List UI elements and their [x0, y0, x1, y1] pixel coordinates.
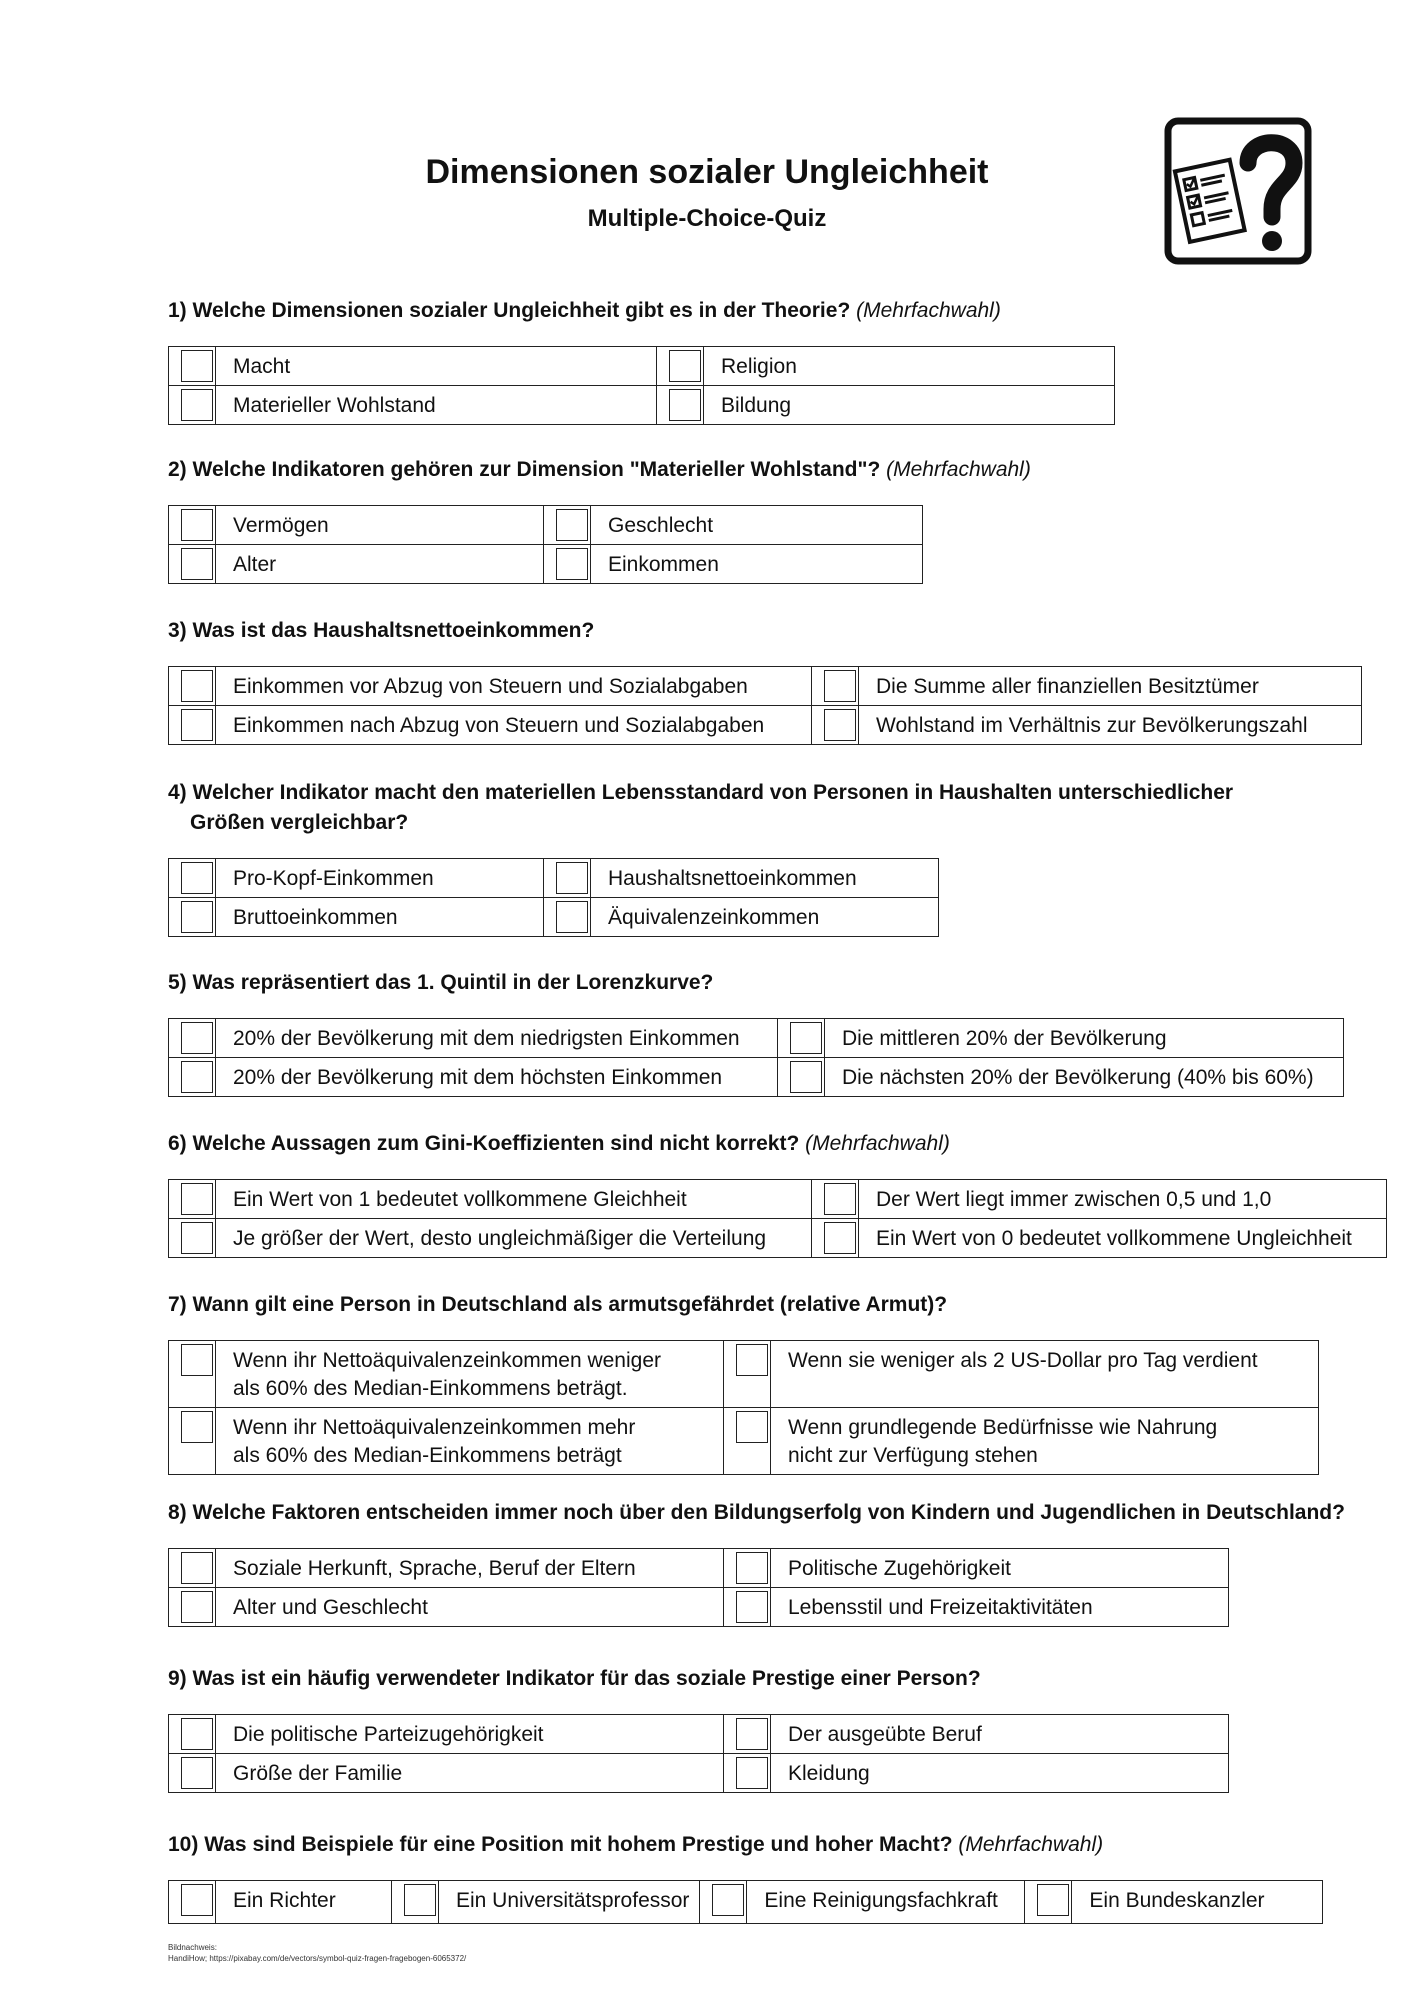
answer-option: Ein Richter: [216, 1881, 392, 1924]
answer-checkbox[interactable]: [824, 670, 856, 702]
question-10: [168, 1830, 1103, 1860]
answer-checkbox[interactable]: [712, 1884, 744, 1916]
question-text: Was repräsentiert das 1. Quintil in der Lorenzkurve?: [192, 971, 714, 994]
answer-checkbox[interactable]: [181, 1757, 213, 1789]
answer-checkbox[interactable]: [556, 509, 588, 541]
question-number: 10): [168, 1833, 199, 1856]
question-4: [168, 778, 1233, 838]
answer-option: Materieller Wohlstand: [216, 386, 657, 425]
answer-checkbox[interactable]: [181, 1183, 213, 1215]
answer-checkbox[interactable]: [790, 1022, 822, 1054]
answer-option: Lebensstil und Freizeitaktivitäten: [771, 1588, 1229, 1627]
answer-checkbox[interactable]: [181, 509, 213, 541]
image-credit: [168, 1942, 466, 1964]
answer-option: Ein Wert von 0 bedeutet vollkommene Ungleichheit: [859, 1219, 1387, 1258]
answer-checkbox[interactable]: [669, 350, 701, 382]
answer-option: Religion: [704, 347, 1115, 386]
question-number: 5): [168, 971, 187, 994]
question-text-continued: Größen vergleichbar?: [190, 811, 409, 834]
answer-option: Wenn grundlegende Bedürfnisse wie Nahrung nicht zur Verfügung stehen: [771, 1408, 1319, 1475]
credit-label: Bildnachweis:: [168, 1943, 217, 1952]
answer-option: Bruttoeinkommen: [216, 898, 544, 937]
question-5: [168, 968, 713, 998]
answer-checkbox[interactable]: [556, 862, 588, 894]
answer-option: Ein Bundeskanzler: [1072, 1881, 1323, 1924]
answer-option: Eine Reinigungsfachkraft: [747, 1881, 1025, 1924]
answer-option: Soziale Herkunft, Sprache, Beruf der Eltern: [216, 1549, 724, 1588]
answer-option: Einkommen: [591, 545, 923, 584]
answer-option: Je größer der Wert, desto ungleichmäßiger die Verteilung: [216, 1219, 812, 1258]
answer-checkbox[interactable]: [181, 1344, 213, 1376]
answer-option: Haushaltsnettoeinkommen: [591, 859, 939, 898]
question-hint: (Mehrfachwahl): [805, 1132, 950, 1155]
answer-table-1: [168, 346, 1115, 425]
question-1: [168, 296, 1001, 326]
answer-table-4: [168, 858, 939, 937]
answer-option: Alter und Geschlecht: [216, 1588, 724, 1627]
answer-checkbox[interactable]: [181, 1884, 213, 1916]
question-text: Welcher Indikator macht den materiellen Lebensstandard von Personen in Haushalten unterschiedlicher: [192, 781, 1234, 804]
answer-checkbox[interactable]: [181, 548, 213, 580]
answer-checkbox[interactable]: [181, 1411, 213, 1443]
answer-option: Einkommen vor Abzug von Steuern und Sozialabgaben: [216, 667, 812, 706]
answer-option: Die mittleren 20% der Bevölkerung: [825, 1019, 1344, 1058]
question-number: 2): [168, 458, 187, 481]
question-6: [168, 1129, 950, 1159]
question-text: Welche Indikatoren gehören zur Dimension "Materieller Wohlstand"?: [192, 458, 881, 481]
answer-option: Die politische Parteizugehörigkeit: [216, 1715, 724, 1754]
answer-checkbox[interactable]: [181, 389, 213, 421]
question-text: Welche Dimensionen sozialer Ungleichheit gibt es in der Theorie?: [192, 299, 851, 322]
answer-table-3: [168, 666, 1362, 745]
credit-text: HandiHow; https://pixabay.com/de/vectors/symbol-quiz-fragen-fragebogen-6065372/: [168, 1954, 467, 1963]
answer-option: Der Wert liegt immer zwischen 0,5 und 1,0: [859, 1180, 1387, 1219]
answer-option: Wenn ihr Nettoäquivalenzeinkommen weniger als 60% des Median-Einkommens beträgt.: [216, 1341, 724, 1408]
answer-option: 20% der Bevölkerung mit dem niedrigsten Einkommen: [216, 1019, 778, 1058]
question-3: [168, 616, 594, 646]
answer-option: Ein Wert von 1 bedeutet vollkommene Gleichheit: [216, 1180, 812, 1219]
answer-checkbox[interactable]: [181, 1591, 213, 1623]
answer-checkbox[interactable]: [736, 1591, 768, 1623]
answer-table-6: [168, 1179, 1387, 1258]
question-number: 9): [168, 1667, 187, 1690]
answer-checkbox[interactable]: [824, 1222, 856, 1254]
answer-checkbox[interactable]: [556, 548, 588, 580]
question-number: 3): [168, 619, 187, 642]
answer-option: Macht: [216, 347, 657, 386]
answer-option: Äquivalenzeinkommen: [591, 898, 939, 937]
answer-option: Pro-Kopf-Einkommen: [216, 859, 544, 898]
page-title: Dimensionen sozialer Ungleichheit: [425, 153, 989, 191]
answer-checkbox[interactable]: [181, 1022, 213, 1054]
answer-checkbox[interactable]: [556, 901, 588, 933]
answer-checkbox[interactable]: [824, 1183, 856, 1215]
answer-checkbox[interactable]: [181, 901, 213, 933]
answer-table-2: [168, 505, 923, 584]
answer-table-8: [168, 1548, 1229, 1627]
answer-option: Der ausgeübte Beruf: [771, 1715, 1229, 1754]
answer-checkbox[interactable]: [181, 1718, 213, 1750]
question-number: 1): [168, 299, 187, 322]
answer-option: Die nächsten 20% der Bevölkerung (40% bis 60%): [825, 1058, 1344, 1097]
question-number: 8): [168, 1501, 187, 1524]
answer-option: Größe der Familie: [216, 1754, 724, 1793]
answer-option: Alter: [216, 545, 544, 584]
answer-table-9: [168, 1714, 1229, 1793]
answer-checkbox[interactable]: [736, 1757, 768, 1789]
page-subtitle: Multiple-Choice-Quiz: [587, 205, 827, 232]
answer-option: Geschlecht: [591, 506, 923, 545]
answer-checkbox[interactable]: [736, 1718, 768, 1750]
answer-option: Vermögen: [216, 506, 544, 545]
answer-option: Kleidung: [771, 1754, 1229, 1793]
question-hint: (Mehrfachwahl): [886, 458, 1031, 481]
answer-checkbox[interactable]: [181, 862, 213, 894]
question-text: Welche Aussagen zum Gini-Koeffizienten sind nicht korrekt?: [192, 1132, 800, 1155]
question-7: [168, 1290, 947, 1320]
question-text: Welche Faktoren entscheiden immer noch über den Bildungserfolg von Kindern und Jugendlichen in Deutschland?: [192, 1501, 1345, 1524]
answer-checkbox[interactable]: [736, 1344, 768, 1376]
answer-option: Bildung: [704, 386, 1115, 425]
question-number: 7): [168, 1293, 187, 1316]
question-8: [168, 1498, 1345, 1528]
answer-option: Die Summe aller finanziellen Besitztümer: [859, 667, 1362, 706]
answer-checkbox[interactable]: [404, 1884, 436, 1916]
answer-checkbox[interactable]: [1037, 1884, 1069, 1916]
answer-checkbox[interactable]: [181, 709, 213, 741]
answer-checkbox[interactable]: [736, 1552, 768, 1584]
answer-checkbox[interactable]: [736, 1411, 768, 1443]
answer-checkbox[interactable]: [790, 1061, 822, 1093]
answer-table-7: [168, 1340, 1319, 1475]
answer-option: Einkommen nach Abzug von Steuern und Sozialabgaben: [216, 706, 812, 745]
question-hint: (Mehrfachwahl): [856, 299, 1001, 322]
answer-checkbox[interactable]: [181, 350, 213, 382]
question-hint: (Mehrfachwahl): [958, 1833, 1104, 1856]
answer-checkbox[interactable]: [181, 1552, 213, 1584]
answer-checkbox[interactable]: [669, 389, 701, 421]
answer-checkbox[interactable]: [181, 1061, 213, 1093]
question-text: Was ist das Haushaltsnettoeinkommen?: [192, 619, 595, 642]
answer-checkbox[interactable]: [181, 670, 213, 702]
answer-option: Wenn sie weniger als 2 US-Dollar pro Tag verdient: [771, 1341, 1319, 1408]
answer-checkbox[interactable]: [824, 709, 856, 741]
question-text: Was ist ein häufig verwendeter Indikator für das soziale Prestige einer Person?: [192, 1667, 981, 1690]
answer-option: Politische Zugehörigkeit: [771, 1549, 1229, 1588]
question-number: 4): [168, 781, 187, 804]
question-2: [168, 455, 1031, 485]
question-9: [168, 1664, 981, 1694]
question-text: Wann gilt eine Person in Deutschland als armutsgefährdet (relative Armut)?: [192, 1293, 948, 1316]
answer-option: Wenn ihr Nettoäquivalenzeinkommen mehr als 60% des Median-Einkommens beträgt: [216, 1408, 724, 1475]
answer-checkbox[interactable]: [181, 1222, 213, 1254]
question-number: 6): [168, 1132, 187, 1155]
answer-option: Wohlstand im Verhältnis zur Bevölkerungszahl: [859, 706, 1362, 745]
answer-table-10: [168, 1880, 1323, 1924]
answer-option: 20% der Bevölkerung mit dem höchsten Einkommen: [216, 1058, 778, 1097]
answer-option: Ein Universitätsprofessor: [439, 1881, 700, 1924]
quiz-questionnaire-icon: [1164, 117, 1312, 265]
question-text: Was sind Beispiele für eine Position mit hohem Prestige und hoher Macht?: [204, 1833, 953, 1856]
answer-table-5: [168, 1018, 1344, 1097]
